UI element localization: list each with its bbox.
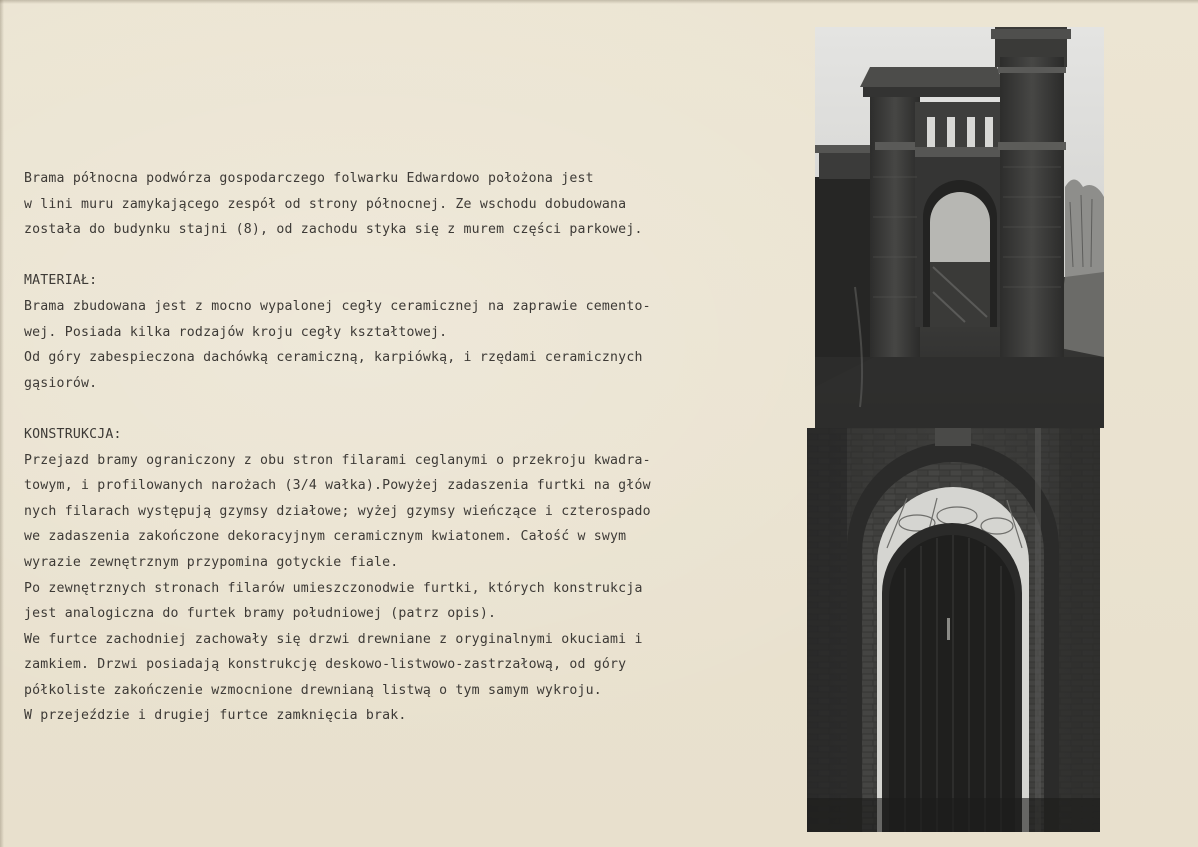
- konstrukcja-line: We furtce zachodniej zachowały się drzwi drewniane z oryginalnymi okuciami i: [24, 631, 643, 647]
- material-line: Od góry zabespieczona dachówką ceramiczną, karpiówką, i rzędami ceramicznych: [24, 350, 643, 366]
- material-line: wej. Posiada kilka rodzajów kroju cegły kształtowej.: [24, 324, 448, 340]
- konstrukcja-line: we zadaszenia zakończone dekoracyjnym ceramicznym kwiatonem. Całość w swym: [24, 529, 627, 545]
- konstrukcja-line: wyrazie zewnętrznym przypomina gotyckie fiale.: [24, 554, 399, 570]
- arch-door-photo: [807, 428, 1100, 832]
- konstrukcja-line: Po zewnętrznych stronach filarów umieszczonodwie furtki, których konstrukcja: [24, 580, 643, 596]
- page-edge-shadow-left: [0, 0, 4, 847]
- description-text: [24, 166, 714, 729]
- konstrukcja-line: Przejazd bramy ograniczony z obu stron filarami ceglanymi o przekroju kwadra-: [24, 452, 651, 468]
- material-line: Brama zbudowana jest z mocno wypalonej cegły ceramicznej na zaprawie cemento-: [24, 298, 651, 314]
- konstrukcja-line: półkoliste zakończenie wzmocnione drewnianą listwą o tym samym wykroju.: [24, 682, 602, 698]
- gate-towers-photo: [815, 27, 1104, 428]
- konstrukcja-line: zamkiem. Drzwi posiadają konstrukcję deskowo-listwowo-zastrzałową, od góry: [24, 657, 627, 673]
- konstrukcja-line: towym, i profilowanych narożach (3/4 wałka).Powyżej zadaszenia furtki na głów: [24, 478, 651, 494]
- intro-line: została do budynku stajni (8), od zachodu styka się z murem części parkowej.: [24, 222, 643, 238]
- konstrukcja-line: W przejeździe i drugiej furtce zamknięcia brak.: [24, 708, 407, 724]
- page-edge-shadow-top: [0, 0, 1198, 4]
- intro-line: w lini muru zamykającego zespół od strony północnej. Ze wschodu dobudowana: [24, 196, 627, 212]
- intro-line: Brama północna podwórza gospodarczego folwarku Edwardowo położona jest: [24, 171, 594, 186]
- material-line: gąsiorów.: [24, 375, 98, 391]
- konstrukcja-line: jest analogiczna do furtek bramy południowej (patrz opis).: [24, 606, 497, 622]
- section-heading-konstrukcja: KONSTRUKCJA:: [24, 426, 122, 442]
- konstrukcja-line: nych filarach występują gzymsy działowe; wyżej gzymsy wieńczące i czterospado: [24, 503, 651, 519]
- section-heading-material: MATERIAŁ:: [24, 273, 98, 289]
